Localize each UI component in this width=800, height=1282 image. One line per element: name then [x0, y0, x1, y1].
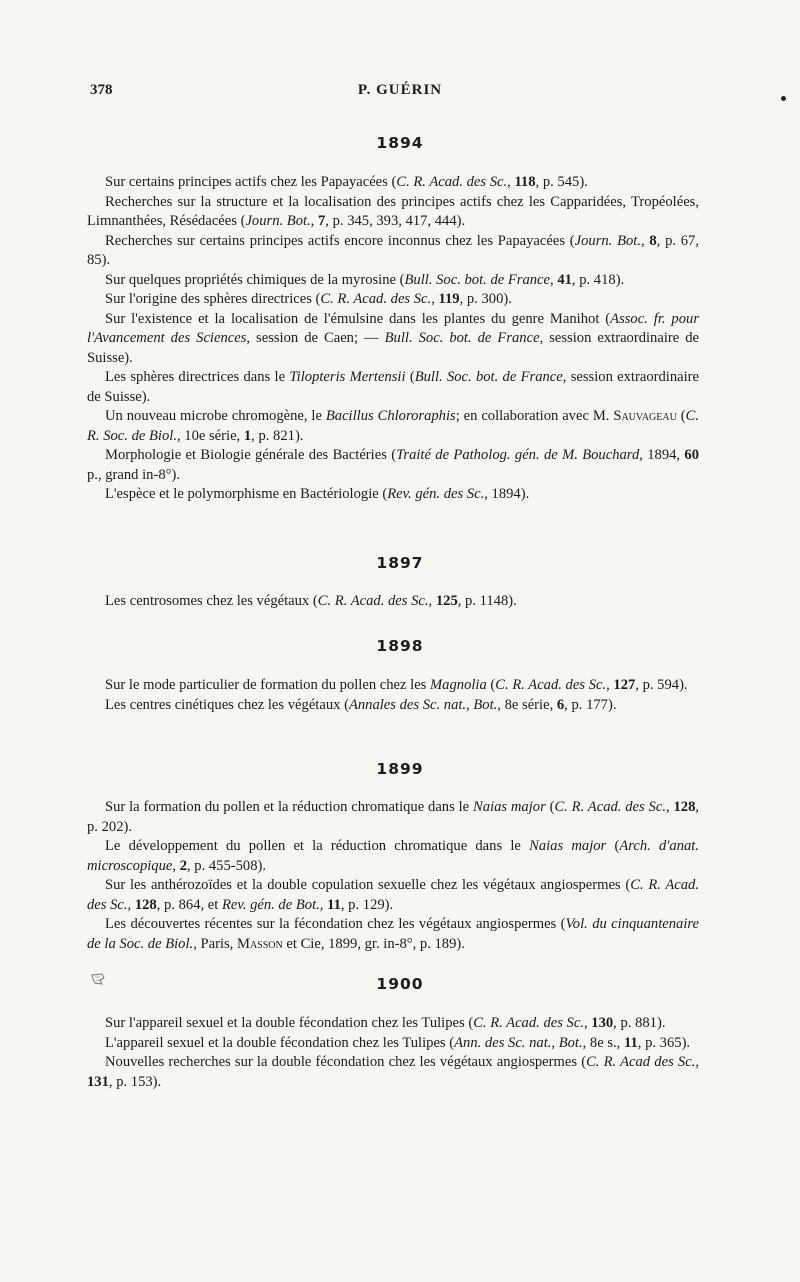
- entry-segment: ,: [127, 896, 135, 913]
- bibliography-entry: [87, 1034, 699, 1054]
- year-heading-1898: 1898: [376, 637, 424, 655]
- entry-segment: 125: [435, 593, 458, 609]
- entry-segment: Nouvelles recherches sur la double fécondation chez les végétaux angiospermes (: [105, 1054, 587, 1070]
- entry-segment: Traité de Patholog. gén. de M. Bouchard: [396, 447, 640, 463]
- entry-segment: 128: [673, 799, 696, 815]
- entry-segment: Sur la formation du pollen et la réduction chromatique dans le: [105, 799, 473, 815]
- bibliography-entry: [87, 193, 699, 232]
- entry-segment: , p. 202).: [87, 799, 700, 835]
- entry-segment: , p. 177).: [564, 696, 617, 713]
- year-heading-1897: 1897: [376, 554, 424, 572]
- entry-segment: , session extraordinaire de Suisse).: [87, 330, 700, 366]
- entry-segment: , p. 67, 85).: [87, 232, 699, 268]
- entry-segment: , p. 881).: [613, 1015, 666, 1031]
- entry-segment: C. R. Soc. de Biol.: [87, 408, 699, 444]
- entry-segment: L'appareil sexuel et la double fécondation chez les Tulipes (: [105, 1034, 455, 1051]
- bibliography-entry: [87, 271, 699, 291]
- entry-segment: , 8e s.,: [582, 1034, 624, 1051]
- entry-segment: Bull. Soc. bot. de France: [414, 369, 563, 385]
- entry-segment: ,: [428, 593, 436, 609]
- entry-segment: Morphologie et Biologie générale des Bactéries (: [105, 447, 397, 463]
- entry-segment: Assoc. fr. pour l'Avancement des Sciences: [87, 310, 700, 346]
- entry-segment: 11: [623, 1034, 638, 1051]
- entry-segment: (: [606, 838, 620, 854]
- running-author: P. GUÉRIN: [357, 82, 443, 98]
- entry-segment: , p. 545).: [535, 174, 588, 190]
- entry-segment: et Cie, 1899, gr. in-8°, p. 189).: [282, 935, 465, 952]
- entry-segment: Sur l'appareil sexuel et la double fécondation chez les Tulipes (: [105, 1015, 474, 1031]
- entry-segment: , p. 455-508).: [186, 857, 267, 874]
- bibliography-entry: [87, 368, 699, 407]
- entry-segment: , p. 365).: [637, 1034, 691, 1051]
- entry-segment: (: [405, 369, 415, 385]
- page-header: [90, 82, 710, 106]
- entry-segment: Rev. gén. des Sc.: [387, 486, 485, 502]
- entry-segment: 8: [649, 232, 657, 249]
- bibliography-entry: [87, 1014, 699, 1034]
- entry-segment: Sur l'origine des sphères directrices (: [105, 291, 321, 307]
- year-heading-1894: 1894: [376, 134, 424, 152]
- entry-segment: ,: [550, 271, 558, 288]
- entry-segment: , p. 300).: [459, 291, 512, 307]
- entry-segment: Sur le mode particulier de formation du pollen chez les: [105, 677, 431, 693]
- entry-segment: C. R. Acad des Sc.: [586, 1054, 696, 1070]
- entry-segment: 119: [438, 291, 460, 307]
- entry-segment: Magnolia: [430, 677, 487, 693]
- entry-segment: Naias major: [472, 799, 546, 815]
- entry-segment: Rev. gén. de Bot.: [221, 896, 320, 913]
- bibliography-entry: [87, 407, 699, 446]
- entry-segment: , 1894).: [484, 486, 530, 502]
- entry-segment: ,: [695, 1054, 700, 1070]
- bibliography-entry: [87, 876, 699, 915]
- entry-segment: , p. 594).: [635, 677, 688, 693]
- entry-segment: Sur l'existence et la localisation de l'émulsine dans les plantes du genre Manihot (: [105, 310, 611, 327]
- entry-segment: 6: [556, 696, 565, 713]
- bibliography-entry: [87, 915, 699, 954]
- entry-segment: Bull. Soc. bot. de France: [404, 271, 551, 288]
- entry-segment: 60: [684, 447, 700, 463]
- entry-segment: Un nouveau microbe chromogène, le: [105, 408, 326, 424]
- year-heading-1899: 1899: [376, 760, 424, 778]
- entry-segment: Naias major: [529, 838, 607, 854]
- entry-segment: , p. 1148).: [457, 593, 517, 609]
- bibliography-entry: [87, 310, 699, 369]
- entry-segment: ,: [606, 677, 614, 693]
- bibliography-entry: [87, 798, 699, 837]
- entry-segment: 118: [514, 174, 536, 190]
- entry-segment: ,: [665, 799, 674, 815]
- entry-segment: , p. 864, et: [156, 896, 222, 913]
- entry-segment: C. R. Acad. des Sc.: [320, 291, 432, 307]
- bibliography-entry: [87, 173, 699, 193]
- entry-segment: Sur quelques propriétés chimiques de la myrosine (: [105, 271, 405, 288]
- entry-segment: Bull. Soc. bot. de France: [384, 330, 540, 346]
- entry-segment: Annales des Sc. nat., Bot.: [348, 696, 498, 713]
- bibliography-entry: [87, 837, 699, 876]
- section-1894-entries: [87, 173, 699, 505]
- entry-segment: , p. 153).: [108, 1073, 162, 1090]
- entry-segment: Les centrosomes chez les végétaux (: [105, 593, 318, 609]
- entry-segment: , 8e série,: [497, 696, 557, 713]
- entry-segment: Masson: [236, 935, 283, 952]
- entry-segment: ,: [319, 896, 328, 913]
- entry-segment: 128: [134, 896, 157, 913]
- year-heading-1900: 1900: [376, 975, 424, 993]
- entry-segment: ; en collaboration avec M.: [455, 408, 614, 424]
- entry-segment: p., grand in-8°).: [87, 466, 180, 483]
- bibliography-entry: [87, 696, 699, 716]
- entry-segment: ,: [431, 291, 439, 307]
- margin-dot: [781, 96, 786, 101]
- entry-segment: ,: [583, 1015, 592, 1031]
- entry-segment: 130: [591, 1015, 614, 1031]
- entry-segment: Arch. d'anat. microscopique: [87, 838, 700, 874]
- entry-segment: Tilopteris Mertensii: [289, 369, 406, 385]
- entry-segment: Journ. Bot.: [574, 232, 641, 249]
- entry-segment: C. R. Acad. des Sc.: [473, 1015, 584, 1031]
- entry-segment: Ann. des Sc. nat., Bot.: [454, 1034, 583, 1051]
- entry-segment: , session de Caen; —: [246, 330, 385, 346]
- entry-segment: , 1894,: [639, 447, 685, 463]
- entry-segment: Les découvertes récentes sur la fécondation chez les végétaux angiospermes (: [105, 916, 566, 932]
- entry-segment: C. R. Acad. des Sc.: [554, 799, 666, 815]
- entry-segment: Les centres cinétiques chez les végétaux (: [105, 696, 349, 713]
- entry-segment: , p. 345, 393, 417, 444).: [325, 213, 466, 229]
- entry-segment: C. R. Acad. des Sc.: [87, 877, 699, 913]
- page-number: 378: [90, 82, 113, 98]
- entry-segment: Journ. Bot.: [245, 213, 311, 229]
- section-1898-entries: [87, 676, 699, 715]
- entry-segment: 41: [557, 271, 572, 288]
- entry-segment: ,: [172, 857, 180, 874]
- entry-segment: 127: [613, 677, 636, 693]
- entry-segment: Sur certains principes actifs chez les Papayacées (: [105, 174, 397, 190]
- entry-segment: Vol. du cinquantenaire de la Soc. de Biol.: [87, 916, 699, 952]
- entry-segment: , p. 129).: [340, 896, 394, 913]
- entry-segment: Le développement du pollen et la réduction chromatique dans le: [105, 838, 530, 854]
- entry-segment: ,: [310, 213, 318, 229]
- entry-segment: C. R. Acad. des Sc.: [495, 677, 607, 693]
- entry-segment: L'espèce et le polymorphisme en Bactériologie (: [105, 486, 388, 502]
- entry-segment: 131: [87, 1073, 109, 1090]
- bibliography-entry: [87, 676, 699, 696]
- entry-segment: ,: [640, 232, 650, 249]
- entry-segment: 1: [243, 427, 252, 444]
- entry-segment: (: [676, 408, 686, 424]
- entry-segment: Bacillus Chlororaphis: [325, 408, 456, 424]
- bibliography-entry: [87, 485, 699, 505]
- entry-segment: (: [486, 677, 496, 693]
- section-1900-entries: [87, 1014, 699, 1092]
- bibliography-entry: [87, 1053, 699, 1092]
- entry-segment: Recherches sur certains principes actifs encore inconnus chez les Papayacées (: [105, 232, 575, 249]
- entry-segment: C. R. Acad. des Sc.: [396, 174, 508, 190]
- entry-segment: 2: [179, 857, 187, 874]
- entry-segment: C. R. Acad. des Sc.: [317, 593, 429, 609]
- entry-segment: , Paris,: [193, 935, 237, 952]
- entry-segment: (: [545, 799, 555, 815]
- bibliography-entry: [87, 290, 699, 310]
- section-1897-entries: [87, 592, 699, 612]
- entry-segment: 7: [318, 213, 326, 229]
- entry-segment: Recherches sur la structure et la localisation des principes actifs chez les Capparidées, Tropéolées, Limnanthées, Résédacées (: [87, 193, 699, 229]
- entry-segment: ,: [507, 174, 515, 190]
- bibliography-entry: [87, 592, 699, 612]
- bibliography-entry: [87, 232, 699, 271]
- entry-segment: , 10e série,: [176, 427, 244, 444]
- entry-segment: , p. 821).: [251, 427, 304, 444]
- entry-segment: , session extraordinaire de Suisse).: [87, 369, 699, 405]
- entry-segment: Les sphères directrices dans le: [105, 369, 290, 385]
- entry-segment: , p. 418).: [571, 271, 625, 288]
- entry-segment: Sur les anthérozoïdes et la double copulation sexuelle chez les végétaux angiospermes (: [105, 877, 631, 893]
- entry-segment: 11: [327, 896, 341, 913]
- section-1899-entries: [87, 798, 699, 954]
- entry-segment: Sauvageau: [613, 408, 677, 424]
- bibliography-entry: [87, 446, 699, 485]
